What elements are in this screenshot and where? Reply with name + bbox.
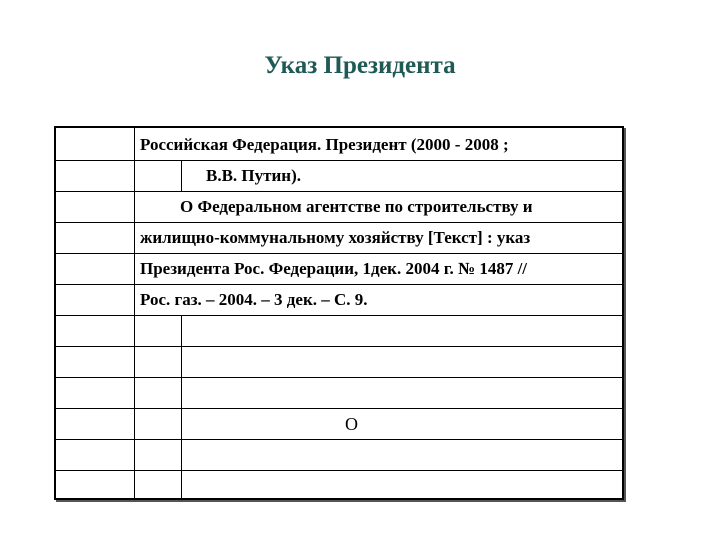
card-line-4: жилищно-коммунальному хозяйству [Текст] : указ bbox=[140, 228, 531, 247]
card-line-5: Президента Рос. Федерации, 1дек. 2004 г. № 1487 // bbox=[140, 259, 528, 278]
card-hole-mark: О bbox=[345, 414, 358, 434]
card-rule bbox=[56, 191, 622, 192]
catalog-card bbox=[54, 126, 624, 500]
card-rule bbox=[56, 160, 622, 161]
card-line-1: Российская Федерация. Президент (2000 - 2008 ; bbox=[140, 135, 509, 154]
card-rule bbox=[56, 377, 622, 378]
card-rule bbox=[56, 470, 622, 471]
card-rule bbox=[56, 253, 622, 254]
card-line-3: О Федеральном агентстве по строительству и bbox=[180, 197, 533, 216]
card-indent-line bbox=[181, 160, 182, 191]
card-rule bbox=[56, 346, 622, 347]
card-rule bbox=[56, 315, 622, 316]
card-indent-line bbox=[181, 315, 182, 498]
card-line-2: В.В. Путин). bbox=[206, 166, 302, 185]
card-rule bbox=[56, 408, 622, 409]
page-title: Указ Президента bbox=[264, 52, 456, 79]
card-margin-line bbox=[134, 128, 135, 498]
card-rule bbox=[56, 284, 622, 285]
card-rule bbox=[56, 222, 622, 223]
card-line-6: Рос. газ. – 2004. – 3 дек. – С. 9. bbox=[140, 290, 368, 309]
card-rule bbox=[56, 439, 622, 440]
